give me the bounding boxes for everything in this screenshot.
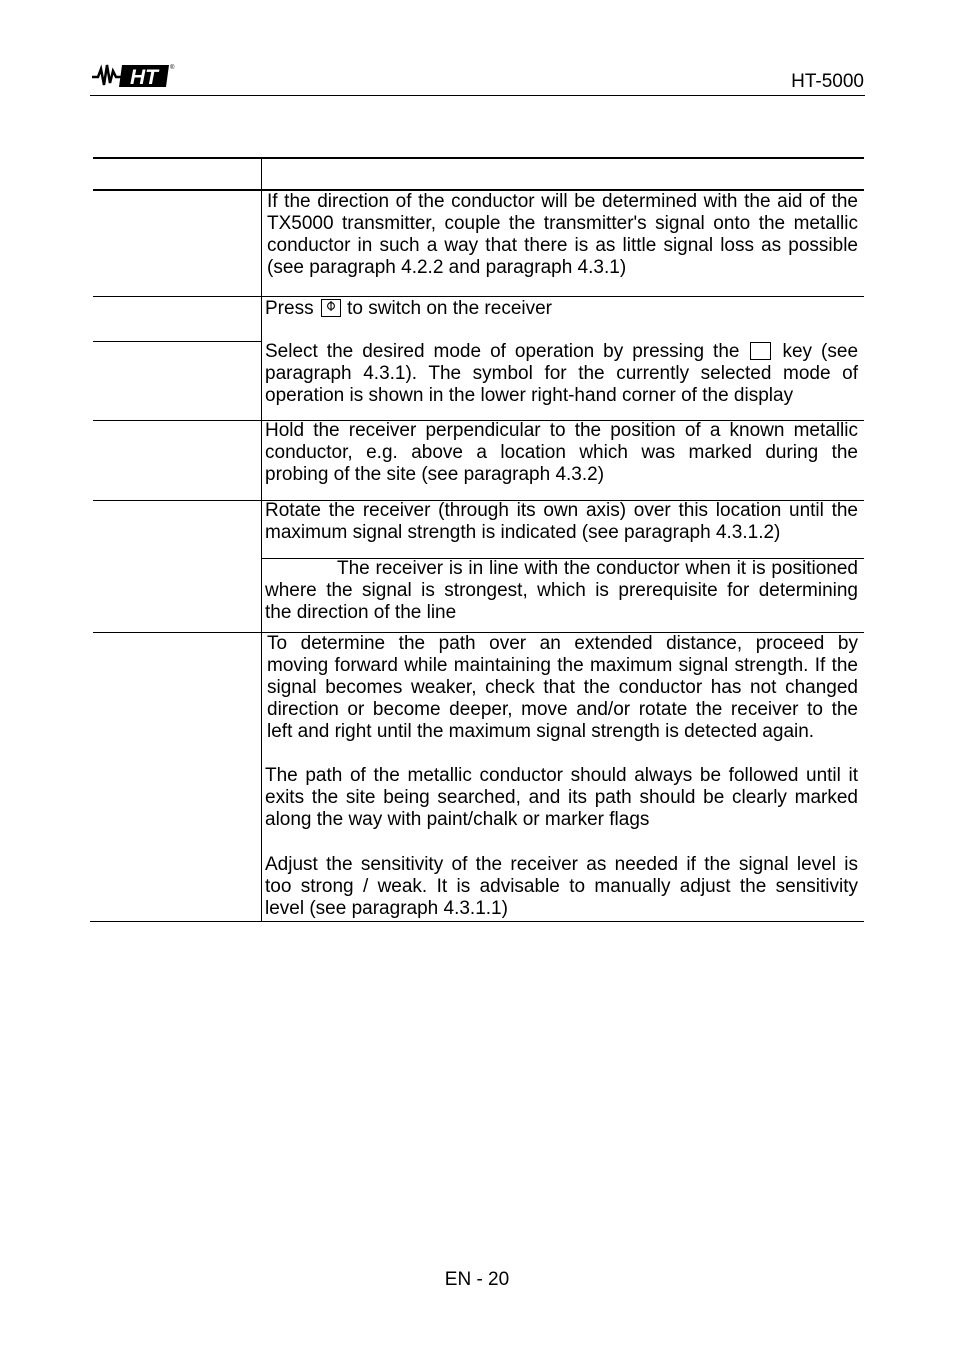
text-line: moving forward while maintaining the maximum signal strength. If the bbox=[267, 655, 858, 676]
logo-text: HT bbox=[130, 66, 158, 89]
text-line: (see paragraph 4.2.2 and paragraph 4.3.1) bbox=[267, 257, 627, 278]
mode-key-icon bbox=[750, 342, 771, 360]
step-rotate-receiver bbox=[265, 500, 858, 544]
power-key-icon bbox=[321, 299, 341, 317]
ht-logo bbox=[90, 60, 176, 92]
table-row-rule bbox=[93, 296, 864, 297]
text-line: the direction of the line bbox=[265, 602, 457, 623]
text-line: Rotate the receiver (through its own axis) over this location until the bbox=[265, 500, 858, 521]
text-fragment: key (see bbox=[782, 341, 859, 362]
text-line: conductor in such a way that there is as little signal loss as possible bbox=[267, 235, 858, 256]
text-line: maximum signal strength is indicated (see paragraph 4.3.1.2) bbox=[265, 522, 781, 543]
step-follow-path-paragraph bbox=[267, 633, 858, 743]
table-column-divider bbox=[261, 157, 262, 921]
text-line: where the signal is strongest, which is prerequisite for determining bbox=[265, 580, 858, 601]
step-couple-signal bbox=[267, 191, 858, 279]
table-row-rule bbox=[93, 341, 261, 342]
text-line: along the way with paint/chalk or marker flags bbox=[265, 809, 650, 830]
table-top-rule bbox=[93, 157, 864, 159]
text-line: exits the site being searched, and its path should be clearly marked bbox=[265, 787, 858, 808]
text-line bbox=[265, 341, 858, 363]
logo-registered-mark: ® bbox=[170, 65, 175, 71]
text-line: paragraph 4.3.1). The symbol for the currently selected mode of bbox=[265, 363, 858, 384]
text-line: The path of the metallic conductor should always be followed until it bbox=[265, 765, 858, 786]
text-line: Adjust the sensitivity of the receiver as needed if the signal level is bbox=[265, 854, 858, 875]
step-power-on bbox=[265, 298, 858, 320]
step-hold-receiver bbox=[265, 420, 858, 486]
step-adjust-sensitivity-paragraph bbox=[265, 854, 858, 920]
text-line: If the direction of the conductor will be determined with the aid of the bbox=[267, 191, 858, 212]
text-line: To determine the path over an extended distance, proceed by bbox=[267, 633, 858, 654]
header-rule bbox=[90, 95, 865, 96]
text-line: The receiver is in line with the conductor when it is positioned bbox=[337, 558, 858, 579]
table-bottom-rule bbox=[90, 921, 864, 922]
page-number: EN - 20 bbox=[444, 1269, 510, 1290]
text-line: too strong / weak. It is advisable to manually adjust the sensitivity bbox=[265, 876, 858, 897]
text-line bbox=[265, 298, 858, 320]
step-select-mode bbox=[265, 341, 858, 407]
text-line: probing of the site (see paragraph 4.3.2) bbox=[265, 464, 605, 485]
text-line: level (see paragraph 4.3.1.1) bbox=[265, 898, 508, 919]
text-fragment: Select the desired mode of operation by pressing the bbox=[265, 341, 740, 362]
model-name: HT-5000 bbox=[791, 71, 864, 92]
text-line: Hold the receiver perpendicular to the position of a known metallic bbox=[265, 420, 858, 441]
text-line: left and right until the maximum signal strength is detected again. bbox=[267, 721, 815, 742]
ht-logo-graphic bbox=[90, 60, 176, 92]
text-fragment: to switch on the receiver bbox=[347, 298, 553, 319]
text-line: TX5000 transmitter, couple the transmitter's signal onto the metallic bbox=[267, 213, 858, 234]
text-line: signal becomes weaker, check that the conductor has not changed bbox=[267, 677, 858, 698]
step-note bbox=[265, 558, 858, 624]
waveform-icon bbox=[92, 65, 123, 85]
text-line: operation is shown in the lower right-hand corner of the display bbox=[265, 385, 794, 406]
text-fragment: Press bbox=[265, 298, 314, 319]
step-mark-path-paragraph bbox=[265, 765, 858, 831]
text-line: conductor, e.g. above a location which was marked during the bbox=[265, 442, 858, 463]
text-line: direction or become deeper, move and/or rotate the receiver to the bbox=[267, 699, 858, 720]
